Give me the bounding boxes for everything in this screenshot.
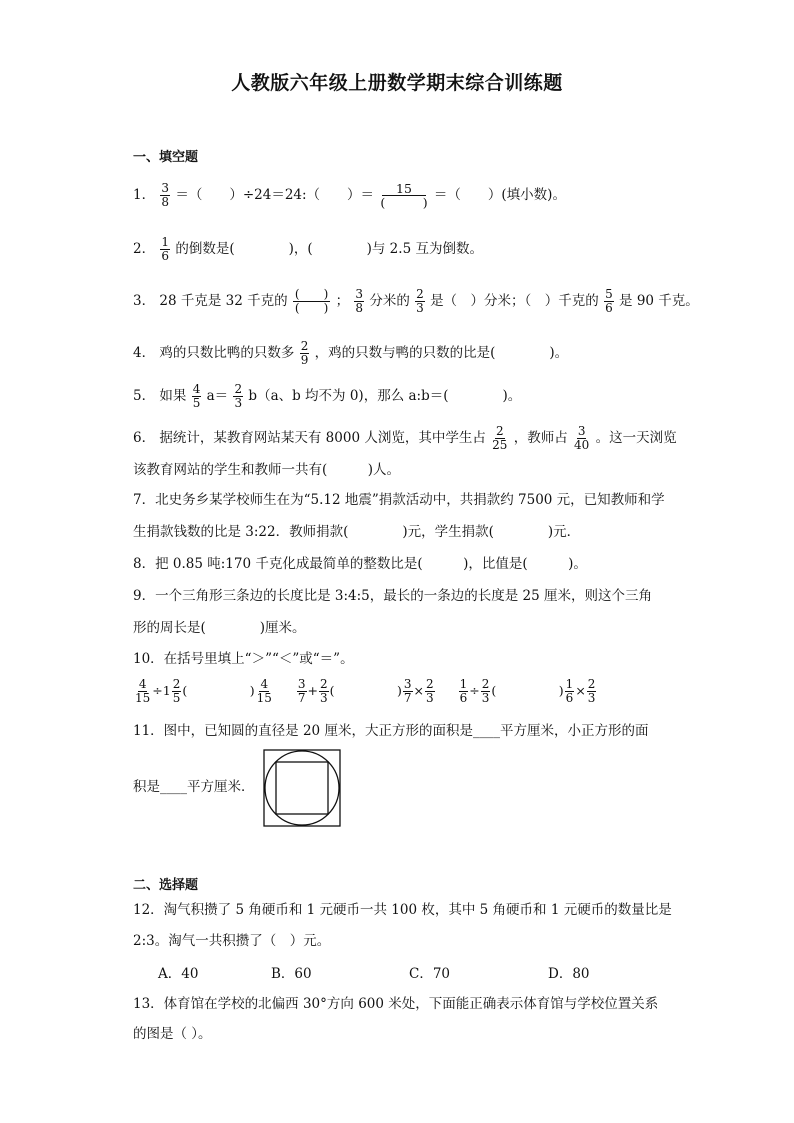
- operator: +: [307, 683, 318, 698]
- question-12: 12．淘气积攒了 5 角硬币和 1 元硬币一共 100 枚，其中 5 角硬币和 1 元硬币的数量比是: [133, 902, 672, 918]
- answer-blank: ( ): [182, 683, 255, 698]
- question-number: 2．: [133, 241, 156, 257]
- section-choice: 二、选择题: [133, 878, 199, 893]
- fraction-blank: $\frac{( )}{( )}$: [294, 287, 329, 315]
- question-9: 9．一个三角形三条边的长度比是 3:4:5，最长的一条边的长度是 25 厘米，则这个三角: [133, 588, 653, 604]
- option-b[interactable]: B．60: [271, 966, 312, 982]
- answer-blank: ( ): [329, 683, 402, 698]
- question-8: 8．把 0.85 吨:170 千克化成最简单的整数比是( )，比值是( )。: [133, 556, 587, 572]
- question-13-line-2: 的图是（ ）。: [133, 1026, 212, 1042]
- answer-blank: ( ): [491, 683, 564, 698]
- question-text: 。这一天浏览: [595, 430, 677, 446]
- fraction: $\frac{3}{8}$: [355, 287, 364, 315]
- question-text: ，鸡的只数与鸭的只数的比是( )。: [314, 345, 569, 361]
- question-1: [133, 182, 566, 209]
- question-number: 4．: [133, 345, 156, 361]
- fraction-blank: $\frac{15}{( )}$: [380, 181, 428, 210]
- question-11: 11．图中，已知圆的直径是 20 厘米，大正方形的面积是____平方厘米，小正方形的面: [133, 723, 649, 739]
- option-c[interactable]: C．70: [409, 966, 451, 982]
- fraction: $\frac{2}{3}$: [234, 382, 243, 410]
- question-3: [133, 288, 699, 315]
- question-12-line-2: 2:3。淘气一共积攒了（ ）元。: [133, 933, 331, 949]
- question-text: ＝（ ）(填小数)。: [433, 187, 566, 203]
- question-4: [133, 340, 568, 367]
- option-a[interactable]: A．40: [158, 966, 199, 982]
- question-13: 13．体育馆在学校的北偏西 30°方向 600 米处，下面能正确表示体育馆与学校位置关系: [133, 996, 659, 1012]
- question-text: b（a、b 均不为 0)，那么 a:b＝( )。: [248, 388, 522, 404]
- fraction: $\frac{4}{5}$: [192, 382, 201, 410]
- question-9-line-2: 形的周长是( )厘米。: [133, 620, 306, 636]
- fraction: $\frac{2}{3}$: [481, 677, 490, 705]
- operator: ×: [575, 683, 586, 698]
- fraction: $\frac{2}{3}$: [320, 677, 328, 705]
- question-11-line-2: 积是____平方厘米．: [133, 779, 255, 795]
- question-text: 是 90 千克。: [619, 293, 699, 309]
- fraction: $\frac{2}{9}$: [300, 339, 309, 367]
- fraction: $\frac{2}{3}$: [426, 677, 434, 705]
- question-text: 的倒数是( )，( )与 2.5 互为倒数。: [175, 241, 483, 257]
- circle-square-figure: [263, 749, 341, 827]
- fraction: $\frac{2}{5}$: [172, 677, 181, 705]
- option-d[interactable]: D．80: [548, 966, 590, 982]
- question-text: 28 千克是 32 千克的: [159, 293, 288, 309]
- fraction: $\frac{5}{6}$: [605, 287, 613, 315]
- question-6: [133, 425, 677, 452]
- question-text: ；: [335, 293, 350, 309]
- question-2: [133, 236, 483, 263]
- fraction: $\frac{1}{6}$: [565, 677, 574, 705]
- fraction: $\frac{3}{8}$: [161, 181, 170, 209]
- question-7: 7．北史务乡某学校师生在为“5.12 地震”捐款活动中，共捐款约 7500 元，已知教师和学: [133, 492, 665, 508]
- fraction: $\frac{2}{3}$: [587, 677, 596, 705]
- fraction: $\frac{1}{6}$: [161, 235, 170, 263]
- fraction: $\frac{3}{7}$: [403, 677, 412, 705]
- fraction: $\frac{4}{15}$: [256, 677, 272, 705]
- question-text: 据统计，某教育网站某天有 8000 人浏览，其中学生占: [159, 430, 486, 446]
- question-text: 是（ ）分米；（ ）千克的: [430, 293, 599, 309]
- question-number: 3．: [133, 293, 156, 309]
- question-number: 1．: [133, 187, 156, 203]
- fraction: $\frac{4}{15}$: [135, 677, 151, 705]
- operator: ×: [413, 683, 425, 698]
- section-fill-in: 一、填空题: [133, 150, 199, 165]
- question-10-comparisons: [133, 678, 597, 705]
- fraction: $\frac{3}{7}$: [297, 677, 306, 705]
- question-text: 鸡的只数比鸭的只数多: [159, 345, 295, 361]
- operator: ÷1: [152, 683, 171, 698]
- fraction: $\frac{2}{25}$: [492, 424, 508, 452]
- question-text: ＝（ ）÷24＝24:（ ）＝: [175, 187, 375, 203]
- question-number: 5．: [133, 388, 156, 404]
- question-text: ，教师占: [513, 430, 568, 446]
- page-title: 人教版六年级上册数学期末综合训练题: [231, 72, 563, 94]
- operator: ÷: [469, 683, 480, 698]
- fraction: $\frac{3}{40}$: [574, 424, 590, 452]
- question-6-line-2: 该教育网站的学生和教师一共有( )人。: [133, 462, 401, 478]
- small-square: [276, 762, 328, 814]
- question-number: 6．: [133, 430, 156, 446]
- question-10: 10．在括号里填上“＞”“＜”或“＝”。: [133, 651, 354, 667]
- question-text: 分米的: [369, 293, 410, 309]
- question-text: 如果: [159, 388, 187, 404]
- fraction: $\frac{2}{3}$: [416, 287, 424, 315]
- question-text: a＝: [206, 388, 229, 404]
- question-5: [133, 383, 521, 410]
- question-7-line-2: 生捐款钱数的比是 3:22．教师捐款( )元，学生捐款( )元．: [133, 524, 581, 540]
- fraction: $\frac{1}{6}$: [459, 677, 468, 705]
